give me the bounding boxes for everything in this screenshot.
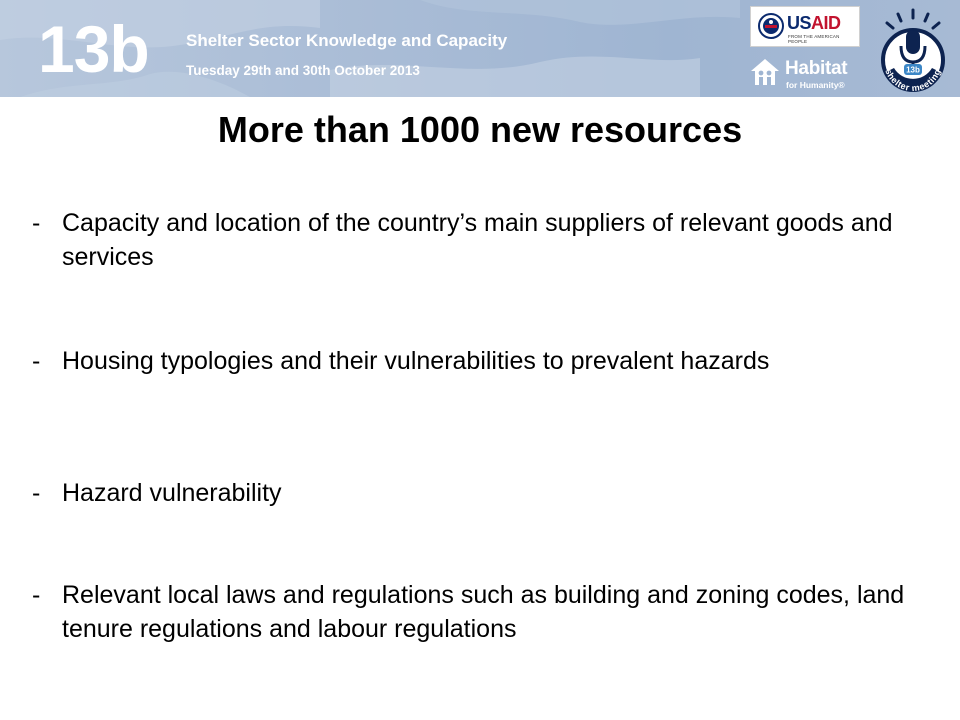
bullet-item xyxy=(32,206,932,274)
bullet-dash: - xyxy=(32,581,41,609)
habitat-logo xyxy=(749,55,864,93)
usaid-seal-icon xyxy=(758,13,784,39)
bullet-text: Hazard vulnerability xyxy=(62,479,282,507)
usaid-aid: AID xyxy=(811,13,841,33)
usaid-us: US xyxy=(787,13,812,33)
shelter-meeting-logo-icon xyxy=(872,8,954,94)
usaid-wordmark xyxy=(787,13,841,34)
meeting-badge: 13b xyxy=(906,65,920,75)
slide-title: More than 1000 new resources xyxy=(217,109,743,150)
bullet-item xyxy=(32,476,932,510)
header-banner xyxy=(0,0,960,97)
usaid-tagline: FROM THE AMERICAN PEOPLE xyxy=(788,34,840,44)
bullet-item xyxy=(32,578,932,646)
habitat-house-icon xyxy=(749,57,781,87)
banner-number: 13b xyxy=(38,12,149,86)
meeting-arc-text: shelter meeting xyxy=(883,67,943,94)
bullet-dash: - xyxy=(32,209,41,237)
habitat-name: Habitat xyxy=(785,58,848,79)
habitat-tagline: for Humanity® xyxy=(786,80,845,90)
bullet-text: Relevant local laws and regulations such as building and zoning codes, land tenure regulations and labour regulations xyxy=(62,581,905,643)
bullet-dash: - xyxy=(32,347,41,375)
banner-date: Tuesday 29th and 30th October 2013 xyxy=(186,63,420,78)
bullet-text: Capacity and location of the country’s main suppliers of relevant goods and services xyxy=(62,209,893,271)
bullet-item xyxy=(32,344,932,378)
usaid-logo xyxy=(750,6,860,47)
bullet-text: Housing typologies and their vulnerabilities to prevalent hazards xyxy=(62,347,770,375)
bullet-dash: - xyxy=(32,479,41,507)
banner-title: Shelter Sector Knowledge and Capacity xyxy=(186,31,508,50)
